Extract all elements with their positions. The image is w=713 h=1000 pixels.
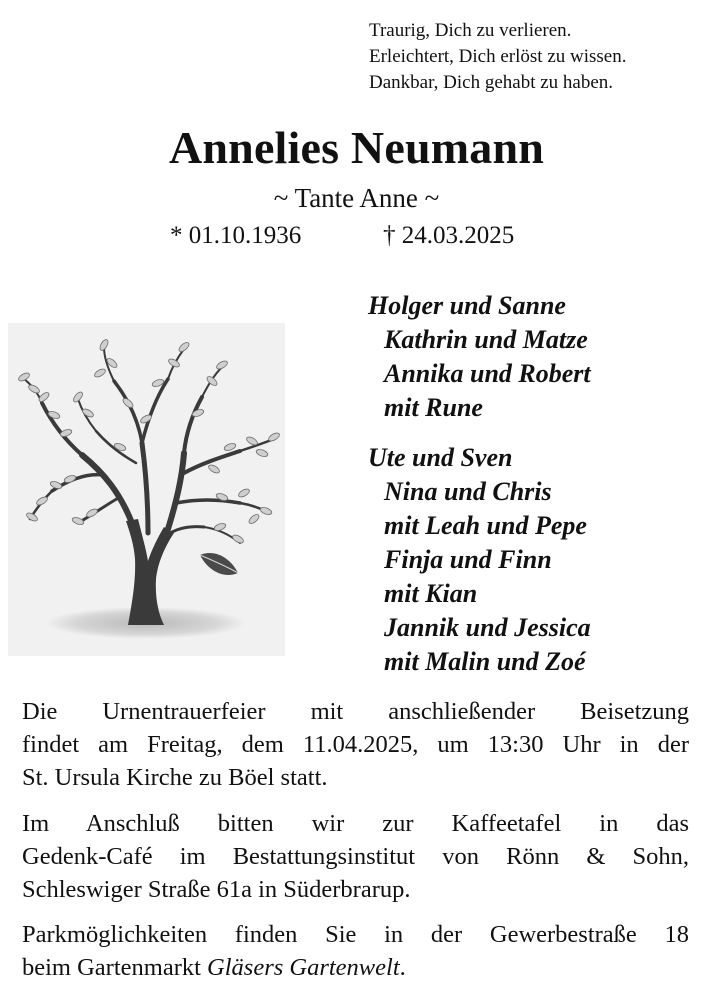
mourner-line: mit Kian: [384, 579, 478, 608]
birth-date: * 01.10.1936: [170, 222, 302, 249]
mourner-line: Annika und Robert: [384, 359, 591, 388]
service-line: St. Ursula Kirche zu Böel statt.: [22, 764, 328, 791]
service-line: findet am Freitag, dem 11.04.2025, um 13:30 Uhr in der: [22, 731, 689, 758]
mourner-line: Ute und Sven: [368, 443, 513, 472]
death-date: † 24.03.2025: [383, 222, 515, 249]
garden-centre-name: Gläsers Gartenwelt: [207, 954, 400, 981]
parking-line: [22, 951, 689, 984]
service-paragraph: [22, 695, 689, 794]
reception-line: Schleswiger Straße 61a in Süderbrarup.: [22, 876, 411, 903]
mourner-line: Kathrin und Matze: [384, 325, 588, 354]
mourner-line: Nina und Chris: [384, 477, 552, 506]
reception-paragraph: [22, 807, 689, 906]
mourner-line: Holger und Sanne: [368, 291, 566, 320]
poem: [369, 18, 689, 96]
parking-period: .: [399, 954, 406, 981]
poem-line: Erleichtert, Dich erlöst zu wissen.: [369, 46, 627, 67]
mourner-group: [368, 289, 708, 425]
tree-drawing-image: [8, 323, 285, 656]
reception-line: Gedenk-Café im Bestattungsinstitut von Rönn & Sohn,: [22, 843, 689, 870]
mourner-line: Finja und Finn: [384, 545, 552, 574]
tree-branches: [24, 347, 274, 543]
poem-line: Traurig, Dich zu verlieren.: [369, 20, 572, 41]
parking-line: Parkmöglichkeiten finden Sie in der Gewerbestraße 18: [22, 921, 689, 948]
mourner-line: mit Malin und Zoé: [384, 647, 586, 676]
mourner-line: Jannik und Jessica: [384, 613, 591, 642]
mourner-group: [368, 441, 708, 679]
deceased-name: Annelies Neumann: [168, 122, 545, 173]
parking-text: beim Gartenmarkt: [22, 954, 208, 981]
tree-drawing-icon: [8, 323, 285, 656]
falling-leaf: [200, 553, 238, 575]
service-line: Die Urnentrauerfeier mit anschließender Beisetzung: [22, 698, 689, 725]
mourners-list: [368, 289, 708, 695]
reception-line: Im Anschluß bitten wir zur Kaffeetafel in das: [22, 810, 689, 837]
poem-line: Dankbar, Dich gehabt zu haben.: [369, 72, 614, 93]
deceased-nickname: ~ Tante Anne ~: [273, 183, 440, 213]
parking-paragraph: [22, 918, 689, 984]
mourner-line: mit Rune: [384, 393, 483, 422]
mourner-line: mit Leah und Pepe: [384, 511, 587, 540]
